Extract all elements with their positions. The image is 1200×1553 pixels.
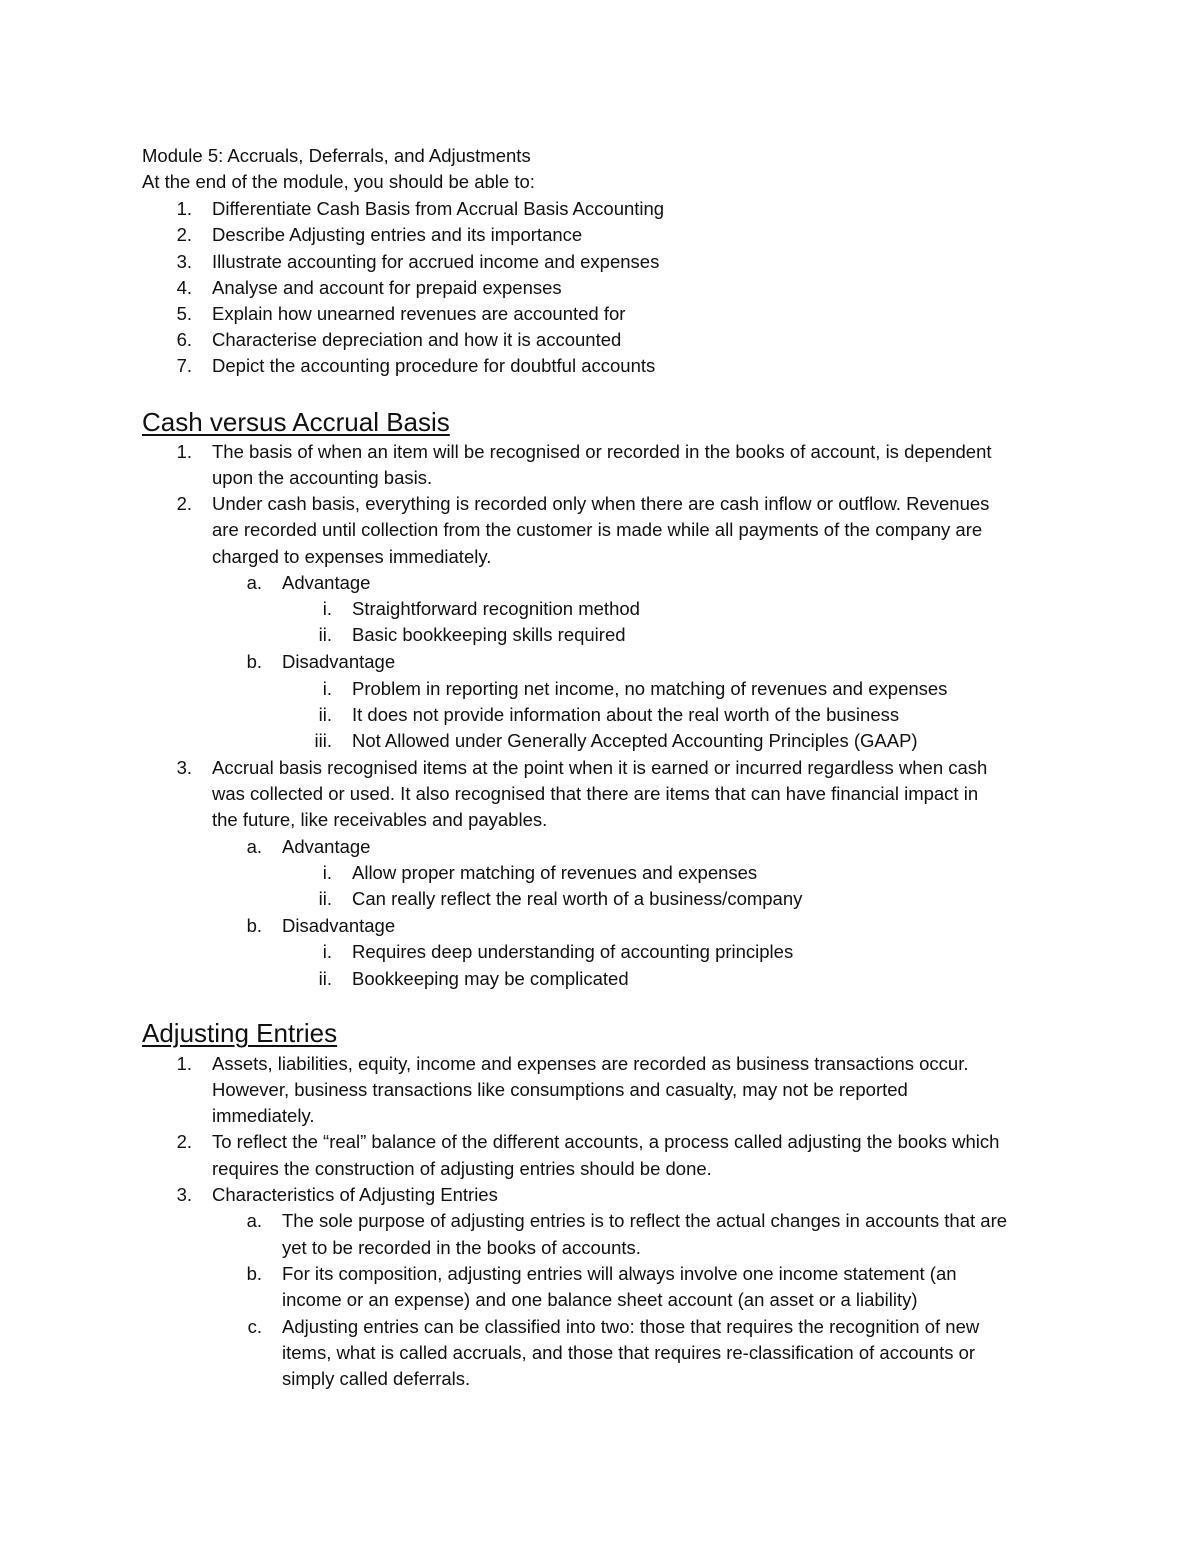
list-item-continuation: are recorded until collection from the customer is made while all payments of the company are	[212, 519, 983, 540]
list-item-continuation: was collected or used. It also recognised that there are items that can have financial impact in	[212, 783, 979, 804]
list-item-continuation: requires the construction of adjusting entries should be done.	[212, 1158, 712, 1179]
list-item-continuation: immediately.	[212, 1105, 315, 1126]
module-title: Module 5: Accruals, Deferrals, and Adjustments	[142, 145, 531, 166]
list-item-continuation: upon the accounting basis.	[212, 467, 433, 488]
list-item-continuation: charged to expenses immediately.	[212, 546, 492, 567]
document-page: Module 5: Accruals, Deferrals, and Adjustments At the end of the module, you should be able to: 1. Differentiate Cash Basis from Accrual Basis Accounting 2. Describe Adjusting entries and its importance 3. Illustrate accounting for accrued income and expenses 4. Analyse and account for prepaid expenses 5. Explain how unearned revenues are accounted for 6. Characterise depreciation and how it is accounted 7. Depict the accounting procedure for doubtful accounts Cash versus Accrual Basis 1. The basis of when an item will be recognised or recorded in the books of account, is dependent upon the accounting basis. 2. Under cash basis, everything is recorded only when there are cash inflow or outflow. Revenues are recorded until collection from the customer is made while all payments of the company are charged to expenses immediately. a. Advantage i. Straightforward recognition method ii. Basic bookkeeping skills required b. Disadvantage i. Problem in reporting net income, no matching of revenues and expenses ii. It does not provide information about the real worth of the business iii. Not Allowed under Generally Accepted Accounting Principles (GAAP) 3. Accrual basis recognised items at the point when it is earned or incurred regardless when cash was collected or used. It also recognised that there are items that can have financial impact in the future, like receivables and payables. a. Advantage i. Allow proper matching of revenues and expenses ii. Can really reflect the real worth of a business/company b. Disadvantage i. Requires deep understanding of accounting principles ii. Bookkeeping may be complicated Adjusting Entries 1. Assets, liabilities, equity, income and expenses are recorded as business transactions occur. However, business transactions like consumptions and casualty, may not be reported immediately. 2. To reflect the “real” balance of the different accounts, a process called adjusting the books which requires the construction of adjusting entries should be done. 3. Characteristics of Adjusting Entries a. The sole purpose of adjusting entries is to reflect the actual changes in accounts that are yet to be recorded in the books of accounts. b. For its composition, adjusting entries will always involve one income statement (an income or an expense) and one balance sheet account (an asset or a liability) c. Adjusting entries can be classified into two: those that requires the recognition of new items, what is called accruals, and those that requires re-classification of accounts or simply called deferrals.	[0, 0, 1200, 1553]
sub-item-continuation: yet to be recorded in the books of accounts.	[282, 1237, 641, 1258]
section-heading-adjusting-entries: Adjusting Entries	[142, 1018, 338, 1048]
sub-item-continuation: income or an expense) and one balance sheet account (an asset or a liability)	[282, 1289, 918, 1310]
sub-item-continuation: simply called deferrals.	[282, 1368, 471, 1389]
sub-item-continuation: items, what is called accruals, and those that requires re-classification of accounts or	[282, 1342, 976, 1363]
list-item-continuation: the future, like receivables and payables.	[212, 809, 548, 830]
list-item-continuation: However, business transactions like consumptions and casualty, may not be reported	[212, 1079, 908, 1100]
objectives-intro: At the end of the module, you should be able to:	[142, 171, 535, 192]
section-heading-cash-vs-accrual: Cash versus Accrual Basis	[142, 407, 450, 437]
